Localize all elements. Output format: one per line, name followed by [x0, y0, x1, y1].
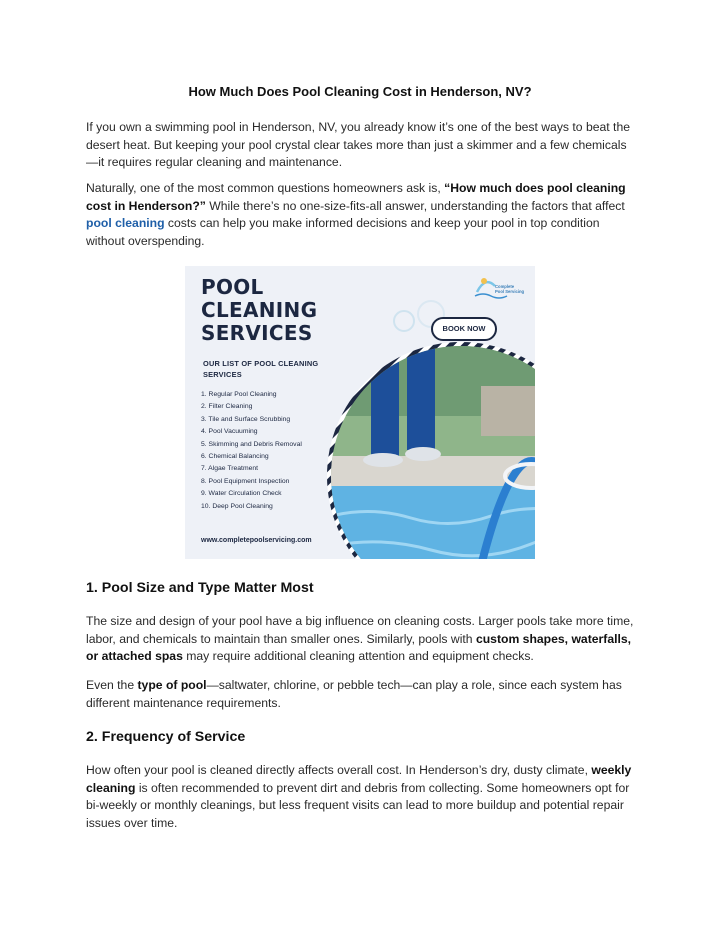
- section-emphasis: weekly cleaning: [86, 763, 632, 795]
- intro-text: While there’s no one-size-fits-all answer, understanding the factors that affect: [205, 198, 625, 213]
- headline-line: POOL: [201, 275, 264, 299]
- list-item: 9. Water Circulation Check: [201, 490, 282, 498]
- list-item: 7. Algae Treatment: [201, 465, 259, 473]
- section-text: Even the: [86, 678, 138, 692]
- logo-text: [495, 284, 524, 294]
- logo-text-line: Pool Servicing: [495, 289, 525, 294]
- headline-line: SERVICES: [201, 321, 313, 345]
- intro-paragraph-1: If you own a swimming pool in Henderson, NV, you already know it’s one of the best ways to beat the desert heat. But keeping your pool crystal clear takes more than just a skimmer and a few chemicals—it requires regular cleaning and maintenance.: [86, 120, 631, 170]
- list-item: 1. Regular Pool Cleaning: [201, 391, 277, 398]
- headline-line: CLEANING: [201, 298, 318, 322]
- promo-headline: [201, 276, 317, 345]
- section-text: is often recommended to prevent dirt and debris from collecting. Some homeowners opt for bi-weekly or monthly cleanings, but less frequent visits can lead to more buildup and potential repair issues over time.: [86, 780, 630, 830]
- logo-text-line: Complete: [495, 284, 515, 289]
- website-url: www.completepoolservicing.com: [201, 537, 312, 544]
- decorative-ring: [393, 310, 415, 332]
- book-now-button[interactable]: BOOK NOW: [431, 317, 497, 341]
- section-2-heading: 2. Frequency of Service: [86, 729, 246, 745]
- list-item: 4. Pool Vacuuming: [201, 428, 258, 436]
- list-item: 2. Filter Cleaning: [201, 403, 253, 411]
- company-logo: [473, 272, 533, 306]
- section-text: The size and design of your pool have a big influence on cleaning costs. Larger pools take more time, labor, and chemicals to maintain than smaller ones. Similarly, pools with: [86, 614, 634, 646]
- intro-paragraph-2: [86, 180, 638, 250]
- section-emphasis: type of pool: [137, 678, 207, 692]
- list-item: 5. Skimming and Debris Removal: [201, 440, 302, 448]
- section-1-heading: 1. Pool Size and Type Matter Most: [86, 580, 314, 596]
- list-item: 10. Deep Pool Cleaning: [201, 502, 273, 510]
- list-item: 6. Chemical Balancing: [201, 453, 269, 461]
- list-item: 3. Tile and Surface Scrubbing: [201, 415, 291, 423]
- section-1-paragraph-1: [86, 613, 638, 666]
- intro-text: costs can help you make informed decisions and keep your pool in top condition without overspending.: [86, 216, 600, 248]
- page-title: How Much Does Pool Cleaning Cost in Henderson, NV?: [188, 84, 532, 99]
- section-emphasis: custom shapes, waterfalls, or attached spas: [86, 631, 632, 664]
- intro-question: “How much does pool cleaning cost in Henderson?”: [86, 181, 626, 213]
- list-item: 8. Pool Equipment Inspection: [201, 477, 290, 485]
- section-text: —saltwater, chlorine, or pebble tech—can play a role, since each system has different maintenance requirements.: [86, 678, 622, 710]
- pool-cleaning-link[interactable]: pool cleaning: [86, 216, 165, 231]
- services-list-heading: OUR LIST OF POOL CLEANING SERVICES: [203, 359, 319, 379]
- intro-text: Naturally, one of the most common questions homeowners ask is,: [86, 181, 445, 195]
- section-2-paragraph-1: [86, 762, 638, 832]
- section-1-paragraph-2: [86, 677, 638, 712]
- section-text: How often your pool is cleaned directly affects overall cost. In Henderson’s dry, dusty climate,: [86, 763, 592, 777]
- services-list: [201, 389, 302, 513]
- section-text: may require additional cleaning attention and equipment checks.: [182, 649, 534, 664]
- pool-cleaning-services-image: [185, 266, 535, 559]
